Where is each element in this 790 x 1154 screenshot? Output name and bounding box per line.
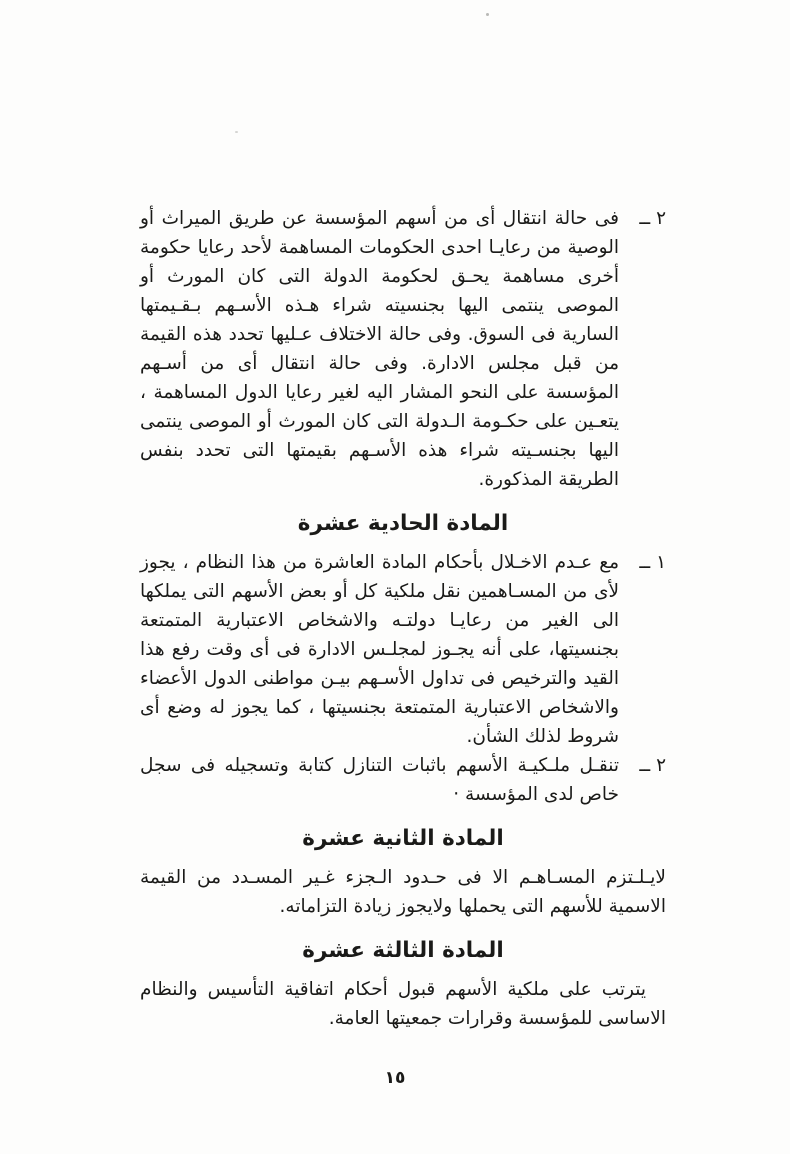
article-12-body: لايـلـتزم المسـاهـم الا فى حـدود الـجزء غـير المسـدد من القيمة الاسمية للأسهم التى يحملها ولايجوز زيادة التزاماته. — [140, 867, 666, 917]
item-number: ٢ ــ — [639, 208, 666, 229]
item-number: ١ ــ — [639, 552, 666, 573]
scan-speck — [486, 13, 489, 16]
article-13-body: يترتب على ملكية الأسهم قبول أحكام اتفاقية التأسيس والنظام الاساسى للمؤسسة وقرارات جمعيتها العامة. — [140, 979, 666, 1029]
paragraph-item-2 — [140, 204, 666, 494]
article-13-heading: المادة الثالثة عشرة — [302, 938, 504, 963]
paragraph-text: فى حالة انتقال أى من أسهم المؤسسة عن طريق الميراث أو الوصية من رعايـا احدى الحكومات المساهمة لأحد رعايا حكومة أخرى مساهمة يحـق لحكومة الدولة التى كان المورث أو الموصى ينتمى اليها بجنسيته شراء هـذه الأسـهم بـقـيمتها السارية فى السوق. وفى حالة الاختلاف عـليها تحدد هذه القيمة من قبل مجلس الادارة. وفى حالة انتقال أى من أسـهم المؤسسة على النحو المشار اليه لغير رعايا الدول المساهمة ، يتعـين على حكـومة الـدولة التى كان المورث أو الموصى ينتمى اليها بجنسـيته شراء هذه الأسـهم بقيمتها التى تحدد بنفس الطريقة المذكورة. — [140, 208, 619, 490]
item-number: ٢ ــ — [639, 755, 666, 776]
paragraph-text: تنقـل ملـكيـة الأسهم باثبات التنازل كتابة وتسجيله فى سجل خاص لدى المؤسسة · — [140, 755, 619, 805]
page-number: ١٥ — [384, 1068, 406, 1088]
paragraph-text: مع عـدم الاخـلال بأحكام المادة العاشرة من هذا النظام ، يجوز لأى من المسـاهمين نقل ملكية كل أو بعض الأسهم التى يملكها الى الغير من رعايـا دولتـه والاشخاص الاعتبارية المتمتعة بجنسيتها، على أنه يجـوز لمجلـس الادارة فى أى وقت رفع هذا القيد والترخيص فى تداول الأسـهم بيـن مواطنى الدول الأعضاء والاشخاص الاعتبارية المتمتعة بجنسيتها ، كما يجوز له وضع أى شروط لذلك الشأن. — [140, 552, 619, 747]
article-11-item-1 — [140, 548, 666, 751]
scan-speck — [235, 131, 238, 133]
article-12-heading: المادة الثانية عشرة — [302, 826, 504, 851]
article-11-heading: المادة الحادية عشرة — [297, 511, 509, 536]
article-11-item-2 — [140, 751, 666, 809]
page-content — [140, 204, 666, 1033]
